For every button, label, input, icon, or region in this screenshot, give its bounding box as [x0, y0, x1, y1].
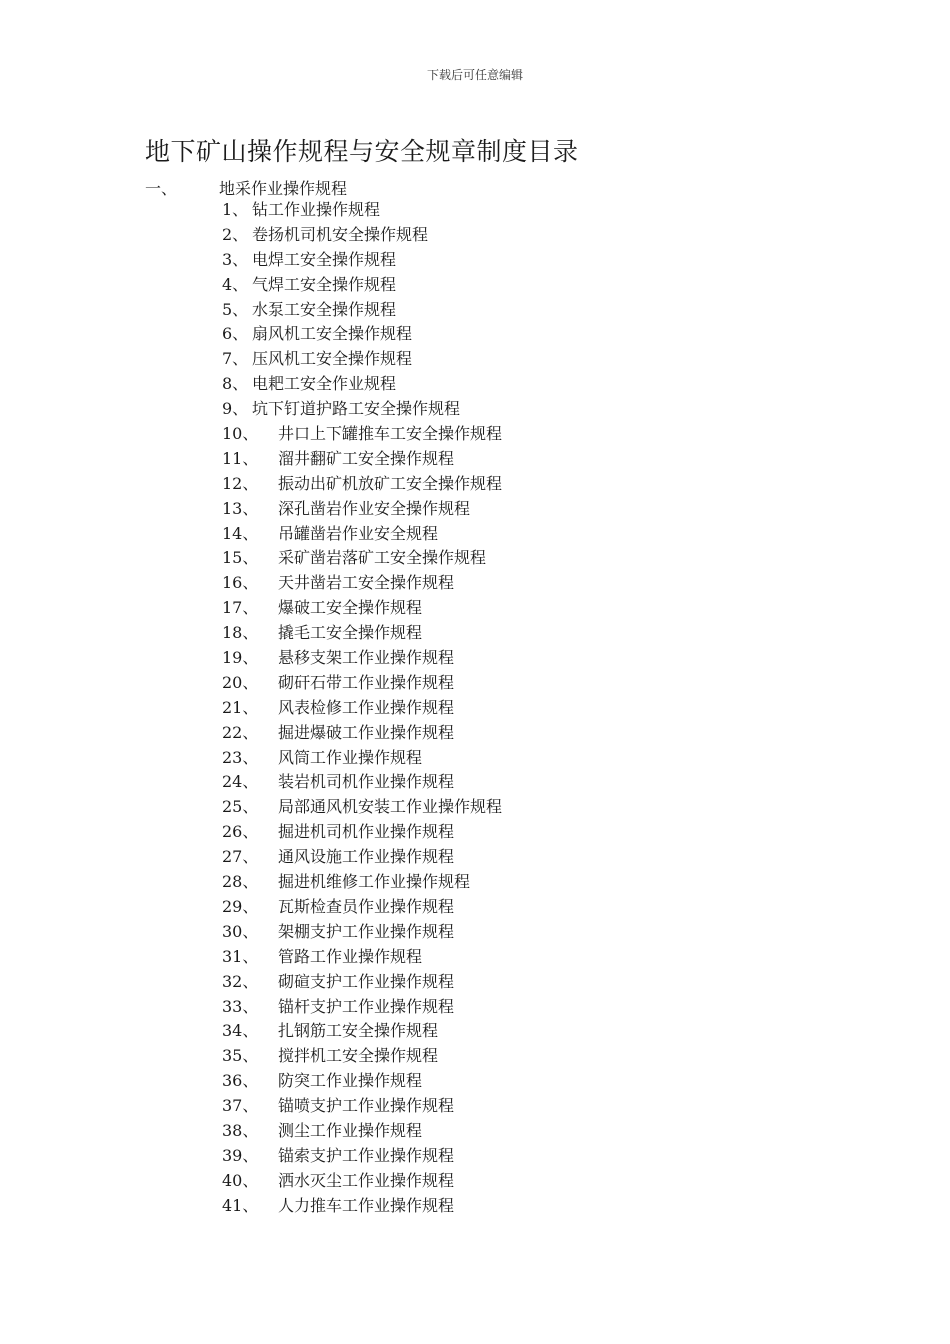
toc-item: [222, 945, 502, 970]
toc-item-title: 锚索支护工作业操作规程: [278, 1145, 455, 1165]
toc-item-title: 压风机工安全操作规程: [252, 349, 413, 369]
toc-item: [222, 1044, 502, 1069]
toc-item-title: 砌碹支护工作业操作规程: [278, 971, 455, 991]
toc-item-number: 9、: [222, 399, 249, 419]
toc-item: [222, 646, 502, 671]
toc-item-title: 扇风机工安全操作规程: [252, 324, 413, 344]
toc-item-title: 防突工作业操作规程: [278, 1071, 423, 1091]
toc-item: [222, 447, 502, 472]
section-label: 地采作业操作规程: [219, 179, 348, 198]
toc-item: [222, 1169, 502, 1194]
toc-item: [222, 571, 502, 596]
document-title: 地下矿山操作规程与安全规章制度目录: [145, 137, 579, 166]
toc-item: [222, 596, 502, 621]
toc-item-title: 人力推车工作业操作规程: [278, 1195, 455, 1215]
toc-item-number: 22、: [222, 722, 259, 742]
toc-item-title: 架棚支护工作业操作规程: [278, 921, 455, 941]
toc-item-number: 10、: [222, 424, 259, 444]
toc-item-number: 6、: [222, 324, 249, 344]
toc-item-number: 21、: [222, 697, 259, 717]
toc-item-number: 15、: [222, 548, 259, 568]
toc-item-number: 18、: [222, 623, 259, 643]
toc-item-number: 39、: [222, 1145, 259, 1165]
toc-item-number: 31、: [222, 946, 259, 966]
toc-item-number: 2、: [222, 224, 249, 244]
toc-item-number: 35、: [222, 1046, 259, 1066]
toc-item-number: 3、: [222, 249, 249, 269]
toc-item: [222, 845, 502, 870]
toc-item-title: 掘进机司机作业操作规程: [278, 822, 455, 842]
toc-item: [222, 372, 502, 397]
toc-item: [222, 1069, 502, 1094]
section-number: 一、: [145, 179, 178, 198]
toc-item-number: 11、: [222, 448, 259, 468]
toc-item-title: 测尘工作业操作规程: [278, 1120, 423, 1140]
toc-item-title: 掘进机维修工作业操作规程: [278, 872, 471, 892]
toc-item-number: 7、: [222, 349, 249, 369]
toc-item: [222, 1194, 502, 1219]
toc-item-number: 16、: [222, 573, 259, 593]
toc-list: [222, 198, 502, 1219]
toc-item-title: 钻工作业操作规程: [252, 200, 381, 219]
toc-item-number: 38、: [222, 1120, 259, 1140]
toc-item-number: 34、: [222, 1021, 259, 1041]
toc-item: [222, 970, 502, 995]
toc-item-title: 通风设施工作业操作规程: [278, 847, 455, 867]
toc-item-number: 23、: [222, 747, 259, 767]
toc-item: [222, 422, 502, 447]
toc-item: [222, 1119, 502, 1144]
toc-item: [222, 522, 502, 547]
toc-item: [222, 248, 502, 273]
toc-item-title: 撬毛工安全操作规程: [278, 623, 423, 643]
toc-item-title: 井口上下罐推车工安全操作规程: [278, 424, 503, 444]
toc-item-title: 搅拌机工安全操作规程: [278, 1046, 439, 1066]
toc-item: [222, 895, 502, 920]
toc-item: [222, 721, 502, 746]
toc-item-title: 洒水灭尘工作业操作规程: [278, 1170, 455, 1190]
toc-item-number: 32、: [222, 971, 259, 991]
toc-item-title: 风表检修工作业操作规程: [278, 697, 455, 717]
toc-item-number: 26、: [222, 822, 259, 842]
toc-item-number: 25、: [222, 797, 259, 817]
toc-item-title: 振动出矿机放矿工安全操作规程: [278, 473, 503, 493]
toc-item-number: 8、: [222, 374, 249, 394]
toc-item-title: 悬移支架工作业操作规程: [278, 648, 455, 668]
toc-item: [222, 1019, 502, 1044]
toc-item-number: 36、: [222, 1071, 259, 1091]
toc-item: [222, 820, 502, 845]
toc-item: [222, 298, 502, 323]
toc-item-title: 电焊工安全操作规程: [252, 249, 397, 269]
toc-item-title: 掘进爆破工作业操作规程: [278, 722, 455, 742]
toc-item: [222, 746, 502, 771]
toc-item-number: 4、: [222, 274, 249, 294]
toc-item-title: 装岩机司机作业操作规程: [278, 772, 455, 792]
toc-item: [222, 198, 502, 223]
toc-item-title: 吊罐凿岩作业安全规程: [278, 523, 439, 543]
toc-item-title: 溜井翻矿工安全操作规程: [278, 448, 455, 468]
toc-item: [222, 497, 502, 522]
toc-item: [222, 995, 502, 1020]
toc-item-number: 40、: [222, 1170, 259, 1190]
page-header: 下载后可任意编辑: [426, 68, 523, 82]
toc-item: [222, 223, 502, 248]
toc-item: [222, 273, 502, 298]
toc-item-title: 锚杆支护工作业操作规程: [278, 996, 455, 1016]
toc-item-number: 30、: [222, 921, 259, 941]
toc-item: [222, 870, 502, 895]
toc-item-title: 坑下钉道护路工安全操作规程: [252, 399, 461, 419]
toc-item: [222, 1144, 502, 1169]
toc-item-title: 局部通风机安装工作业操作规程: [278, 797, 503, 817]
toc-item: [222, 347, 502, 372]
toc-item-number: 5、: [222, 299, 249, 319]
toc-item: [222, 671, 502, 696]
toc-item-title: 采矿凿岩落矿工安全操作规程: [278, 548, 487, 568]
toc-item-number: 13、: [222, 498, 259, 518]
toc-item-number: 20、: [222, 672, 259, 692]
toc-item-title: 风筒工作业操作规程: [278, 747, 423, 767]
toc-item-number: 14、: [222, 523, 259, 543]
toc-item: [222, 696, 502, 721]
toc-item-number: 28、: [222, 872, 259, 892]
toc-item-number: 17、: [222, 598, 259, 618]
toc-item-title: 深孔凿岩作业安全操作规程: [278, 498, 471, 518]
toc-item-number: 27、: [222, 847, 259, 867]
toc-item: [222, 546, 502, 571]
toc-item-number: 19、: [222, 648, 259, 668]
toc-item-number: 33、: [222, 996, 259, 1016]
toc-item: [222, 920, 502, 945]
toc-item: [222, 621, 502, 646]
toc-item-title: 瓦斯检查员作业操作规程: [278, 896, 455, 916]
toc-item-title: 气焊工安全操作规程: [252, 274, 397, 294]
toc-item-title: 电耙工安全作业规程: [252, 374, 397, 394]
toc-item-title: 管路工作业操作规程: [278, 946, 423, 966]
toc-item: [222, 770, 502, 795]
toc-item-number: 12、: [222, 473, 259, 493]
toc-item: [222, 397, 502, 422]
toc-item: [222, 322, 502, 347]
toc-item-title: 卷扬机司机安全操作规程: [252, 224, 429, 244]
toc-item-title: 水泵工安全操作规程: [252, 299, 397, 319]
toc-item: [222, 1094, 502, 1119]
toc-item-number: 1、: [222, 200, 249, 219]
toc-item-number: 24、: [222, 772, 259, 792]
toc-item-number: 41、: [222, 1195, 259, 1215]
toc-item: [222, 795, 502, 820]
toc-item: [222, 472, 502, 497]
toc-item-number: 37、: [222, 1096, 259, 1116]
toc-item-number: 29、: [222, 896, 259, 916]
toc-item-title: 爆破工安全操作规程: [278, 598, 423, 618]
toc-item-title: 扎钢筋工安全操作规程: [278, 1021, 439, 1041]
toc-item-title: 砌矸石带工作业操作规程: [278, 672, 455, 692]
toc-item-title: 天井凿岩工安全操作规程: [278, 573, 455, 593]
toc-item-title: 锚喷支护工作业操作规程: [278, 1096, 455, 1116]
